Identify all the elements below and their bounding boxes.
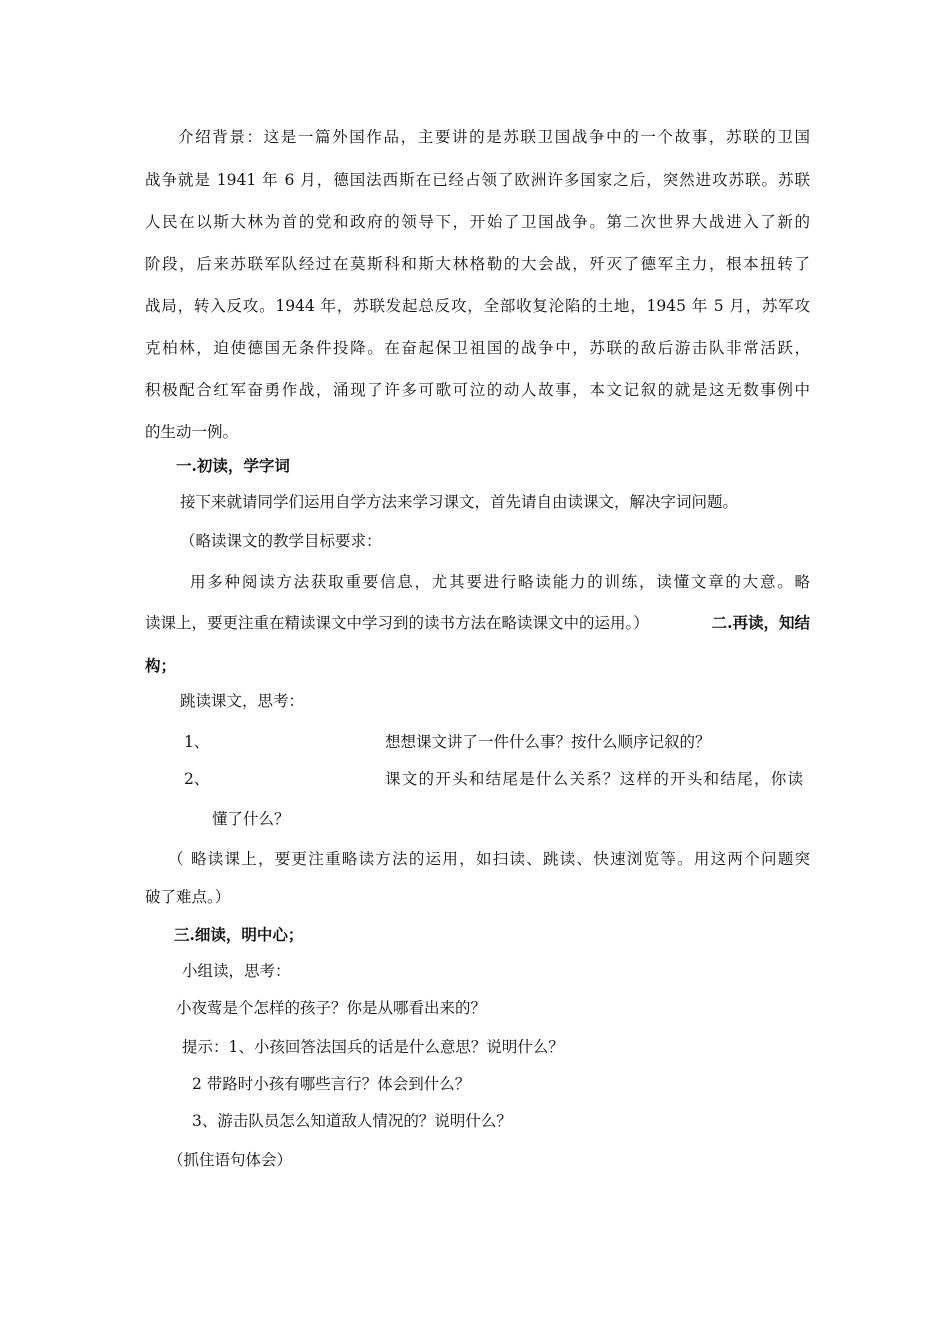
note: 破了难点。） [145, 888, 231, 906]
paragraph: 小夜莺是个怎样的孩子？你是从哪看出来的？ [176, 999, 487, 1017]
question-number: 2、 [184, 770, 210, 788]
intro-line: 战局，转入反攻。1944 年，苏联发起总反攻，全部收复沦陷的土地，1945 年 5 月，苏军攻 [145, 297, 810, 315]
note: （ 略读课上，要更注重略读方法的运用，如扫读、跳读、快速浏览等。用这两个问题突 [168, 850, 810, 868]
question-text: 课文的开头和结尾是什么关系？这样的开头和结尾，你读 [385, 770, 803, 788]
question-number: 1、 [184, 733, 210, 751]
paragraph [145, 612, 810, 634]
paragraph: 2 带路时小孩有哪些言行？体会到什么？ [192, 1075, 471, 1093]
paragraph: 接下来就请同学们运用自学方法来学习课文，首先请自由读课文，解决字词问题。 [180, 493, 739, 511]
section-heading-1: 一.初读，学字词 [176, 456, 290, 475]
paragraph: 3、游击队员怎么知道敌人情况的？说明什么？ [192, 1112, 512, 1130]
intro-line: 的生动一例。 [145, 423, 239, 441]
question-text-cont: 懂了什么？ [212, 810, 290, 828]
intro-line: 介绍背景：这是一篇外国作品，主要讲的是苏联卫国战争中的一个故事，苏联的卫国 [178, 128, 810, 146]
paragraph: 小组读，思考： [182, 962, 291, 980]
section-heading-2: 二.再读，知结 [711, 613, 810, 632]
intro-line: 克柏林，迫使德国无条件投降。在奋起保卫祖国的战争中，苏联的敌后游击队非常活跃， [145, 339, 810, 357]
intro-line: 战争就是 1941 年 6 月，德国法西斯在已经占领了欧洲许多国家之后，突然进攻苏联。苏联 [145, 171, 810, 189]
intro-line: 阶段，后来苏联军队经过在莫斯科和斯大林格勒的大会战，歼灭了德军主力，根本扭转了 [145, 255, 810, 273]
paragraph: 提示：1、小孩回答法国兵的话是什么意思？说明什么？ [182, 1038, 564, 1056]
paragraph: 用多种阅读方法获取重要信息，尤其要进行略读能力的训练，读懂文章的大意。略 [190, 573, 810, 591]
section-heading-2-cont: 构； [145, 656, 177, 675]
intro-line: 人民在以斯大林为首的党和政府的领导下，开始了卫国战争。第二次世界大战进入了新的 [145, 213, 810, 231]
paragraph: （略读课文的教学目标要求： [180, 532, 382, 550]
section-heading-3: 三.细读，明中心； [174, 925, 304, 944]
question-text: 想想课文讲了一件什么事？按什么顺序记叙的？ [385, 733, 711, 751]
paragraph: （抓住语句体会） [168, 1151, 293, 1169]
paragraph-text: 读课上，要更注重在精读课文中学习到的读书方法在略读课文中的运用。） [145, 614, 649, 632]
intro-line: 积极配合红军奋勇作战，涌现了许多可歌可泣的动人故事，本文记叙的就是这无数事例中 [145, 381, 810, 399]
paragraph: 跳读课文，思考： [180, 692, 305, 710]
